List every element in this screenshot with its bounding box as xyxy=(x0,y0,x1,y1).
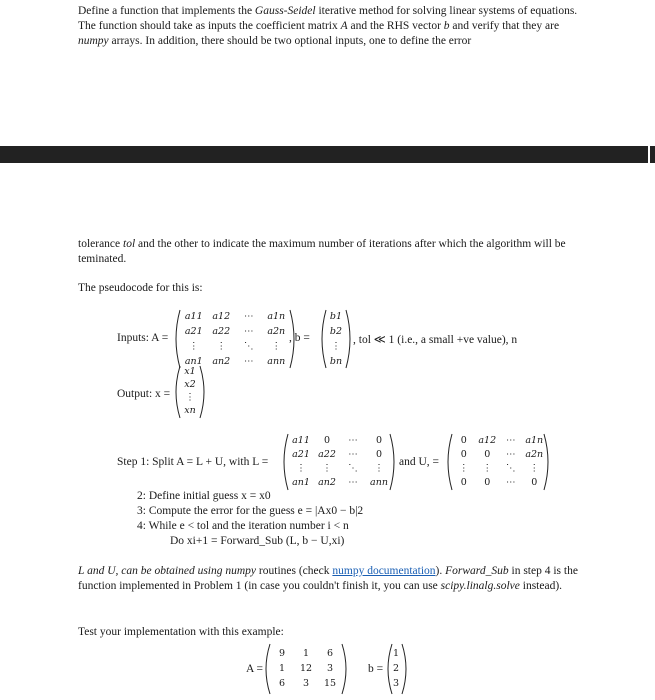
b-label: , b = xyxy=(289,332,310,344)
and-U-label: and U, = xyxy=(399,456,440,468)
matrix-A-cell: ⋮ xyxy=(189,341,199,352)
example-b-cell: 1 xyxy=(392,648,400,659)
matrix-U-cell: 0 xyxy=(460,435,467,446)
vector-x-cell: x1 xyxy=(184,366,196,377)
example-A-cell: 6 xyxy=(326,648,334,659)
intro-paragraph: Define a function that implements the Gauss-Seidel iterative method for solving linear systems of equations. The function should take as inputs the coefficient matrix A and the RHS vector b and verify that they are numpy arrays. In addition, there should be two optional inputs, one to define the error xyxy=(78,5,578,47)
matrix-A-cell: a11 xyxy=(184,311,203,322)
step1-label: Step 1: Split A = L + U, with L = xyxy=(117,456,269,468)
matrix-A-cell: a21 xyxy=(184,326,203,337)
matrix-A-cell: a1n xyxy=(267,311,286,322)
matrix-U-cell: ⋮ xyxy=(529,463,539,474)
dark-divider-bar-end xyxy=(650,146,655,163)
matrix-L-cell: ann xyxy=(370,477,388,488)
matrix-L-cell: ⋮ xyxy=(374,463,384,474)
matrix-A-cell: a22 xyxy=(212,326,231,337)
matrix-L-cell: 0 xyxy=(375,435,383,446)
matrix-L-cell: a21 xyxy=(292,449,310,460)
example-A-cell: 3 xyxy=(302,678,310,689)
matrix-L-cell: ⋮ xyxy=(296,463,306,474)
matrix-U-cell: 0 xyxy=(460,449,467,460)
example-A-cell: 1 xyxy=(278,663,286,674)
example-A-cell: 6 xyxy=(278,678,286,689)
tol-text: , tol ≪ 1 (i.e., a small +ve value), n xyxy=(353,334,518,346)
matrix-L-cell: ⋯ xyxy=(348,435,358,446)
matrix-L xyxy=(288,434,392,489)
vector-b-cell: bn xyxy=(329,356,343,367)
step4-do: Do xi+1 = Forward_Sub (L, b − U,xi) xyxy=(170,535,345,547)
example-A-cell: 3 xyxy=(326,663,334,674)
vector-x-cell: x2 xyxy=(184,379,196,390)
vector-x xyxy=(180,365,200,417)
test-heading: Test your implementation with this example: xyxy=(78,626,284,638)
matrix-L-cell: a22 xyxy=(318,449,336,460)
example-matrix-A xyxy=(270,646,342,691)
matrix-U-cell: ⋱ xyxy=(506,463,516,474)
matrix-L-cell: 0 xyxy=(323,435,331,446)
matrix-L-cell: an2 xyxy=(318,477,336,488)
matrix-U-cell: ⋯ xyxy=(506,477,516,488)
matrix-A-cell: ⋯ xyxy=(244,356,254,367)
output-label: Output: x = xyxy=(117,388,171,400)
example-A-label: A = xyxy=(246,663,264,675)
matrix-A-cell: an2 xyxy=(212,356,231,367)
dark-divider-bar xyxy=(0,146,648,163)
matrix-A xyxy=(180,310,290,369)
continuation-paragraph: tolerance tol and the other to indicate the maximum number of iterations after which the algorithm will be teminated. xyxy=(78,238,566,265)
matrix-A-cell: ⋮ xyxy=(216,341,226,352)
matrix-A-cell: ⋯ xyxy=(244,326,254,337)
matrix-L-cell: ⋯ xyxy=(348,449,358,460)
matrix-U-cell: 0 xyxy=(460,477,467,488)
step2: 2: Define initial guess x = x0 xyxy=(137,490,271,502)
example-vector-b xyxy=(390,646,402,691)
matrix-U-cell: ⋮ xyxy=(459,463,469,474)
matrix-L-cell: ⋮ xyxy=(322,463,332,474)
matrix-A-cell: ⋱ xyxy=(244,341,254,352)
matrix-A-cell: an1 xyxy=(184,356,203,367)
matrix-L-cell: a11 xyxy=(292,435,310,446)
example-A-cell: 12 xyxy=(299,663,313,674)
matrix-U xyxy=(452,434,546,489)
vector-x-cell: xn xyxy=(184,405,196,416)
example-b-cell: 2 xyxy=(392,663,400,674)
matrix-L-cell: an1 xyxy=(292,477,310,488)
matrix-U-cell: a1n xyxy=(525,435,544,446)
matrix-U-cell: 0 xyxy=(484,477,491,488)
example-A-cell: 1 xyxy=(302,648,310,659)
step3: 3: Compute the error for the guess e = |Ax0 − b|2 xyxy=(137,505,364,517)
vector-b-cell: ⋮ xyxy=(331,341,341,352)
matrix-A-cell: ⋯ xyxy=(244,311,254,322)
matrix-L-cell: ⋱ xyxy=(348,463,358,474)
inputs-label: Inputs: A = xyxy=(117,332,169,344)
matrix-U-cell: a2n xyxy=(525,449,544,460)
pseudocode-heading: The pseudocode for this is: xyxy=(78,282,203,294)
vector-b xyxy=(326,310,346,369)
vector-x-cell: ⋮ xyxy=(185,392,195,403)
step4: 4: While e < tol and the iteration number i < n xyxy=(137,520,349,532)
matrix-U-cell: ⋯ xyxy=(506,449,516,460)
matrix-U-cell: ⋯ xyxy=(506,435,516,446)
matrix-A-cell: a2n xyxy=(267,326,286,337)
note-paragraph: L and U, can be obtained using numpy routines (check numpy documentation). Forward_Sub in step 4 is the function implemented in Problem 1 (in case you couldn't finish it, you can use scipy.linalg.solve instead). xyxy=(78,565,578,592)
vector-b-cell: b1 xyxy=(329,311,343,322)
example-b-cell: 3 xyxy=(392,678,400,689)
matrix-U-cell: 0 xyxy=(484,449,491,460)
matrix-U-cell: 0 xyxy=(531,477,538,488)
matrix-U-cell: ⋮ xyxy=(482,463,492,474)
example-A-cell: 9 xyxy=(278,648,286,659)
matrix-L-cell: 0 xyxy=(375,449,383,460)
matrix-A-cell: a12 xyxy=(212,311,231,322)
numpy-documentation-link[interactable]: numpy documentation xyxy=(332,565,436,577)
matrix-A-cell: ann xyxy=(267,356,286,367)
matrix-U-cell: a12 xyxy=(478,435,497,446)
example-b-label: b = xyxy=(368,663,384,675)
matrix-L-cell: ⋯ xyxy=(348,477,358,488)
matrix-A-cell: ⋮ xyxy=(271,341,281,352)
example-A-cell: 15 xyxy=(323,678,337,689)
vector-b-cell: b2 xyxy=(329,326,343,337)
